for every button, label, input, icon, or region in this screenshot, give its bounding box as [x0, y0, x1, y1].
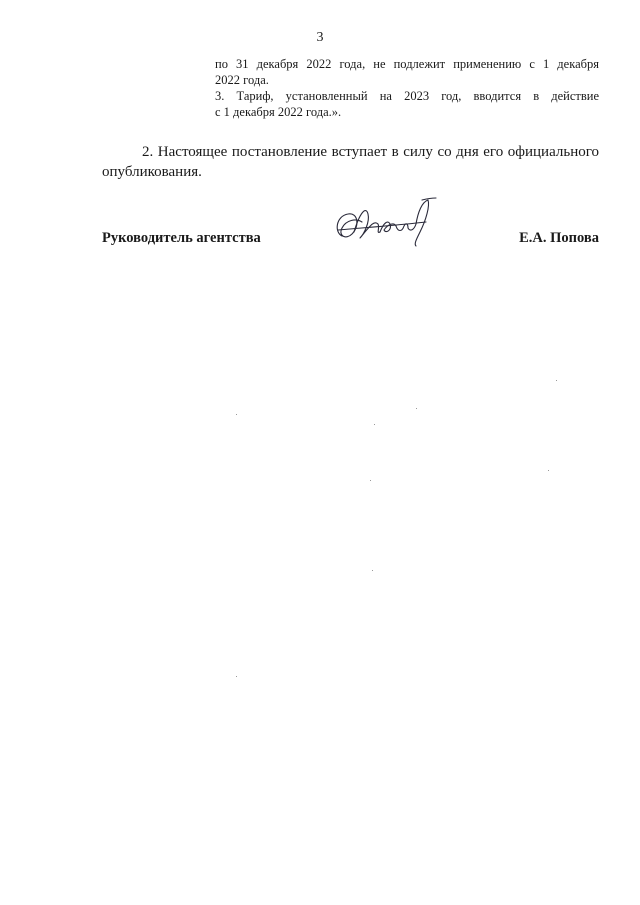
quote-line-3: 3. Тариф, установленный на 2023 год, вводится в действие	[215, 89, 599, 103]
clause-2-line-2: опубликования.	[102, 164, 202, 180]
handwritten-signature-icon	[330, 192, 440, 252]
scan-speck	[370, 480, 371, 481]
scan-speck	[416, 408, 417, 409]
scan-speck	[556, 380, 557, 381]
signatory-name: Е.А. Попова	[519, 230, 599, 246]
scan-speck	[374, 424, 375, 425]
clause-2	[102, 142, 599, 182]
quote-line-4: с 1 декабря 2022 года.».	[215, 105, 342, 119]
scan-speck	[236, 676, 237, 677]
quote-line-2: 2022 года.	[215, 73, 269, 87]
quote-line-1: по 31 декабря 2022 года, не подлежит применению с 1 декабря	[215, 57, 599, 71]
signatory-title: Руководитель агентства	[102, 230, 261, 246]
clause-2-line-1: 2. Настоящее постановление вступает в силу со дня его официального	[142, 144, 599, 160]
scan-speck	[372, 570, 373, 571]
scan-speck	[548, 470, 549, 471]
amendment-quote-block	[215, 56, 599, 120]
scan-speck	[236, 414, 237, 415]
page-number: 3	[316, 30, 324, 45]
